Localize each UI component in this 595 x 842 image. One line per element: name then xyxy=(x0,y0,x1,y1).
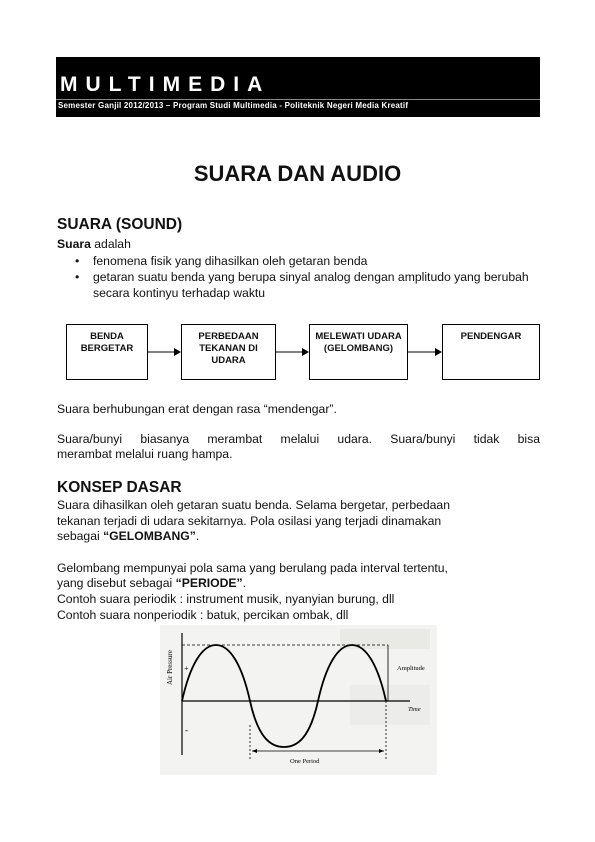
plus-sign: + xyxy=(184,664,189,673)
flow-box-pendengar: PENDENGAR xyxy=(442,324,540,380)
minus-sign: - xyxy=(185,725,188,735)
y-axis-label: Air Pressure xyxy=(166,650,174,685)
flow-arrow xyxy=(276,347,310,357)
paragraph-konsep-line3 xyxy=(57,529,540,544)
header-bar xyxy=(56,57,540,117)
text-run: . xyxy=(195,529,200,543)
period-label: One Period xyxy=(290,758,320,765)
flow-box-perbedaan-tekanan: PERBEDAAN TEKANAN DI UDARA xyxy=(181,324,276,380)
flow-box-benda-bergetar: BENDA BERGETAR xyxy=(66,324,148,380)
suara-definition-list xyxy=(75,253,541,301)
text-run: yang disebut sebagai xyxy=(57,576,176,590)
scan-artifact xyxy=(340,629,430,649)
time-label: Time xyxy=(408,706,421,713)
sine-wave-svg xyxy=(160,625,437,775)
bullet-text: getaran suatu benda yang berupa sinyal analog dengan amplitudo yang berubah secara kontinyu terhadap waktu xyxy=(93,270,529,300)
header-divider xyxy=(56,99,540,100)
text-run: . xyxy=(242,576,247,590)
sine-wave-figure xyxy=(160,625,437,775)
bullet-text: fenomena fisik yang dihasilkan oleh getaran benda xyxy=(93,254,368,268)
list-item xyxy=(75,253,541,269)
section-heading-suara: SUARA (SOUND) xyxy=(57,216,183,233)
suara-intro xyxy=(57,237,540,252)
page-title: SUARA DAN AUDIO xyxy=(193,161,402,186)
paragraph-konsep-line1: Suara dihasilkan oleh getaran suatu benda. Selama bergetar, perbedaan xyxy=(57,498,450,512)
term-gelombang: “GELOMBANG” xyxy=(103,529,196,543)
paragraph-merambat-line2: merambat melalui ruang hampa. xyxy=(57,447,233,461)
bullet-icon: • xyxy=(75,254,80,268)
paragraph-merambat-line1: Suara/bunyi biasanya merambat melalui udara. Suara/bunyi tidak bisa xyxy=(57,432,540,446)
section-heading-konsep-dasar: KONSEP DASAR xyxy=(57,479,182,496)
bullet-icon: • xyxy=(75,270,80,284)
amplitude-label: Amplitude xyxy=(397,665,425,672)
header-subtitle: Semester Ganjil 2012/2013 – Program Studi Multimedia - Politeknik Negeri Media Kreatif xyxy=(58,101,409,110)
header-title: MULTIMEDIA xyxy=(60,73,271,96)
flow-arrow xyxy=(408,347,443,357)
scan-artifact xyxy=(350,685,430,725)
list-item xyxy=(75,269,541,301)
flow-box-melewati-udara: MELEWATI UDARA (GELOMBANG) xyxy=(309,324,408,380)
text-run: sebagai xyxy=(57,529,104,543)
paragraph-periode-line1: Gelombang mempunyai pola sama yang berulang pada interval tertentu, xyxy=(57,561,448,575)
suara-intro-rest: adalah xyxy=(90,237,131,251)
flow-arrow xyxy=(148,347,182,357)
paragraph-periode-line2 xyxy=(57,576,540,591)
suara-intro-bold: Suara xyxy=(57,237,91,251)
paragraph-konsep-line2: tekanan terjadi di udara sekitarnya. Pola osilasi yang terjadi dinamakan xyxy=(57,514,442,528)
paragraph-contoh-nonperiodik: Contoh suara nonperiodik : batuk, percikan ombak, dll xyxy=(57,608,349,622)
paragraph-mendengar: Suara berhubungan erat dengan rasa “mendengar”. xyxy=(57,402,337,416)
paragraph-contoh-periodik: Contoh suara periodik : instrument musik, nyanyian burung, dll xyxy=(57,592,395,606)
term-periode: “PERIODE” xyxy=(175,576,243,590)
